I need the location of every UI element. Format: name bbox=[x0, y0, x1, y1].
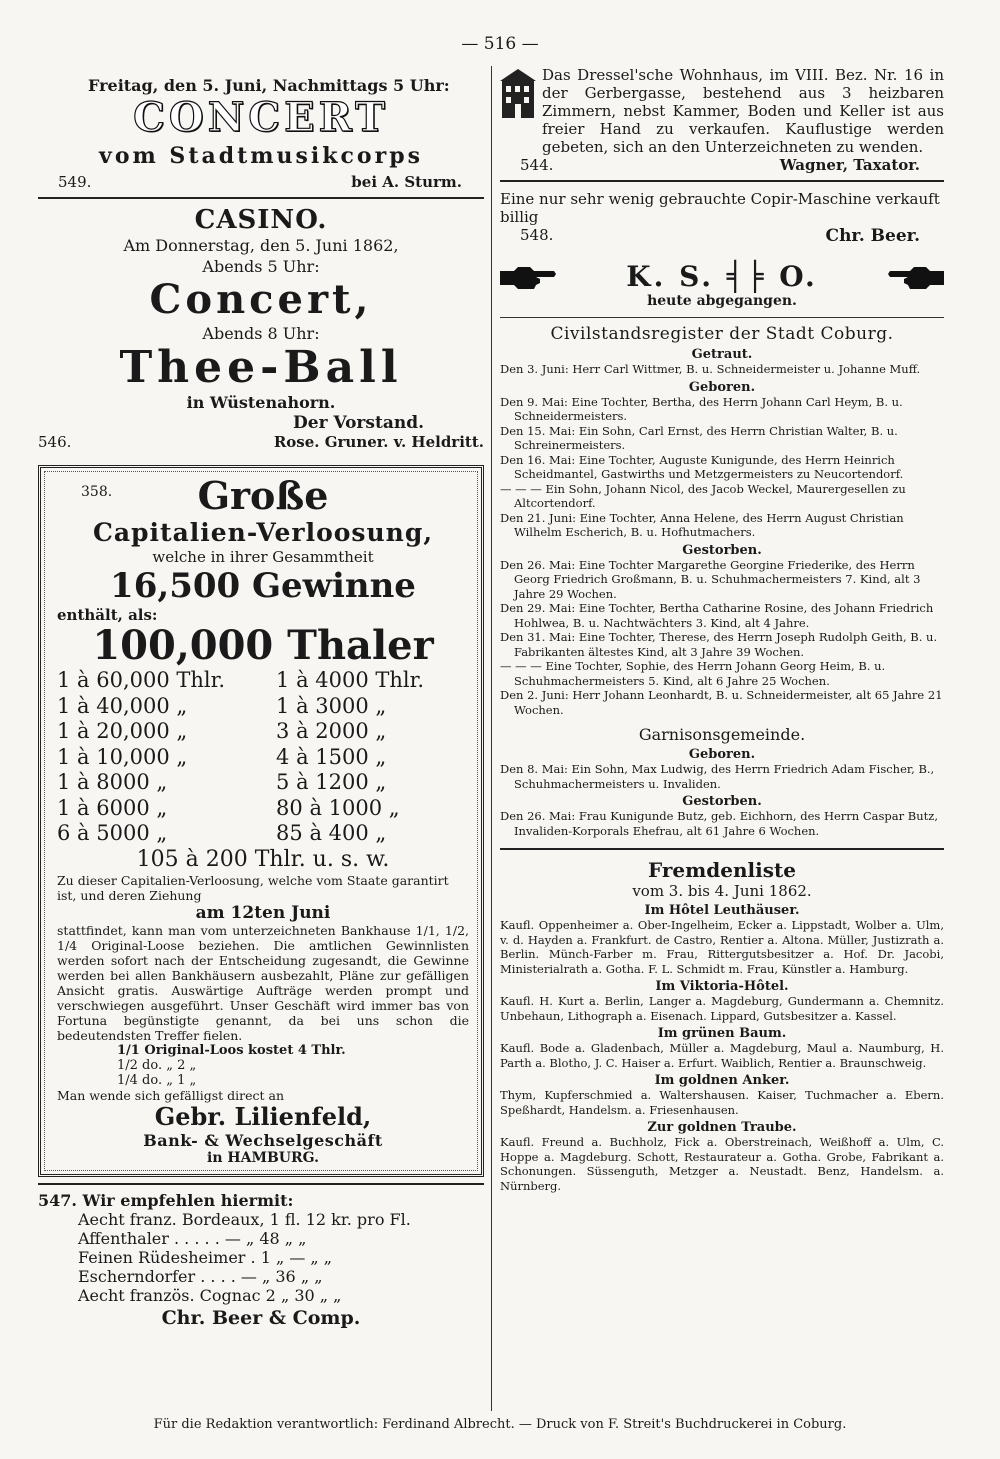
house-signer: Wagner, Taxator. bbox=[779, 156, 920, 174]
concert-subtitle: vom Stadtmusikcorps bbox=[99, 143, 423, 169]
hotel-name: Zur goldnen Traube. bbox=[647, 1120, 797, 1135]
registry-entry: Den 21. Juni: Eine Tochter, Anna Helene, des Herrn August Christian Wilhelm Escherich, B. u. Hofhutmachers. bbox=[500, 510, 904, 539]
hotel-name: Im goldnen Anker. bbox=[654, 1073, 790, 1088]
lottery-last-prize: 105 à 200 Thlr. u. s. w. bbox=[136, 846, 390, 872]
wine-row bbox=[78, 1267, 415, 1286]
lottery-text2: stattfindet, kann man vom unterzeichneten Bankhause 1/1, 1/2, 1/4 Original-Loose beziehen. Die amtlichen Gewinnlisten werden sofort nach der Entscheidung zugesandt, die Gewinne werden bei allen Bankhäusern ausbezahlt, Pläne zur gefälligen Ansicht gratis. Auswärtige Aufträge werden prompt und verschwiegen ausgeführt. Unser Geschäft wird immer bas von Fortuna begünstigte genannt, da bei uns schon die bedeutendsten Treffer fielen. bbox=[57, 922, 469, 1043]
kso-ad bbox=[500, 260, 944, 309]
lottery-contains: enthält, als: bbox=[57, 606, 158, 624]
casino-title: CASINO. bbox=[194, 205, 328, 235]
registry-section-heading: Getraut. bbox=[691, 347, 753, 362]
lottery-top-prize: 100,000 Thaler bbox=[92, 622, 434, 669]
casino-time2: Abends 8 Uhr: bbox=[202, 324, 320, 343]
casino-place: in Wüstenahorn. bbox=[186, 393, 336, 412]
lottery-ad bbox=[38, 465, 484, 1177]
divider bbox=[500, 848, 944, 850]
prize-row bbox=[57, 694, 469, 720]
prize-table bbox=[57, 668, 469, 847]
prize-row bbox=[57, 821, 469, 847]
lottery-draw-date: am 12ten Juni bbox=[195, 902, 331, 923]
registry-entry: Den 29. Mai: Eine Tochter, Bertha Catharine Rosine, des Johann Friedrich Hohlwea, B. u. Nachtwächters 3. Kind, alt 4 Jahre. bbox=[500, 601, 934, 630]
right-column bbox=[500, 66, 944, 1193]
lottery-price2: 1/2 do. „ 2 „ bbox=[117, 1057, 197, 1073]
wine-item: Affenthaler . . . . . — „ 48 „ „ bbox=[78, 1228, 307, 1248]
lottery-city: in HAMBURG. bbox=[207, 1149, 319, 1166]
pointing-hand-left-icon bbox=[888, 263, 944, 291]
prize-cell: 3 à 2000 „ bbox=[276, 719, 387, 743]
lottery-contact: Man wende sich gefälligst direct an bbox=[57, 1087, 284, 1103]
copier-signer: Chr. Beer. bbox=[825, 226, 920, 246]
wine-heading: 547. Wir empfehlen hiermit: bbox=[38, 1190, 294, 1210]
prize-cell: 1 à 6000 „ bbox=[57, 795, 168, 820]
registry-section-heading: Gestorben. bbox=[682, 542, 762, 558]
fremdenliste-title: Fremdenliste bbox=[648, 858, 796, 882]
registry-entry: — — — Eine Tochter, Sophie, des Herrn Johann Georg Heim, B. u. Schuhmachermeisters 5. Kind, alt 6 Jahre 25 Wochen. bbox=[500, 659, 886, 688]
registry-entry: Den 16. Mai: Eine Tochter, Auguste Kunigunde, des Herrn Heinrich Scheidmantel, Gastwirths und Metzgermeisters zu Neucortendorf. bbox=[500, 452, 904, 481]
ad-number: 549. bbox=[58, 173, 92, 191]
hotel-guests: Kaufl. Freund a. Buchholz, Fick a. Oberstreinach, Weißhoff a. Ulm, C. Hoppe a. Magdeburg. Schott, Restaurateur a. Gotha. Grobe, Fabrikant a. Schonungen. Süssenguth, Metzger a. Neustadt. Benz, Handelsm. a. Nürnberg. bbox=[500, 1135, 944, 1193]
registry-entry: Den 9. Mai: Eine Tochter, Bertha, des Herrn Johann Carl Heym, B. u. Schneidermeisters. bbox=[500, 394, 903, 423]
prize-row bbox=[57, 796, 469, 822]
ad-number: 546. bbox=[38, 433, 72, 451]
garrison-title: Garnisonsgemeinde. bbox=[638, 725, 806, 744]
hotel-name: Im Hôtel Leuthäuser. bbox=[644, 903, 800, 918]
prize-row bbox=[57, 668, 469, 694]
lottery-price3: 1/4 do. „ 1 „ bbox=[117, 1072, 197, 1088]
prize-cell: 1 à 20,000 „ bbox=[57, 719, 188, 743]
civil-registry bbox=[500, 324, 944, 838]
column-divider bbox=[491, 66, 492, 1411]
casino-ad bbox=[38, 205, 484, 451]
lottery-title2: Capitalien-Verloosung, bbox=[92, 518, 434, 547]
kso-title: K. S. ╡╞ O. bbox=[626, 260, 818, 293]
prize-row bbox=[57, 770, 469, 796]
divider bbox=[38, 1183, 484, 1185]
casino-date: Am Donnerstag, den 5. Juni 1862, bbox=[123, 236, 399, 255]
wine-list bbox=[78, 1210, 415, 1305]
hotel-guests: Kaufl. Oppenheimer a. Ober-Ingelheim, Ecker a. Lippstadt, Wolber a. Ulm, v. d. Hayden a. Frankfurt. de Castro, Rentier a. Altona. Müller, Justizrath a. Berlin. Münch-Farber m. Frau, Rittergutsbesitzer a. Hof. Dr. Jacobi, Ministerialrath a. Gotha. F. L. Schmidt m. Frau, Künstler a. Hamburg. bbox=[500, 918, 944, 976]
prize-cell: 4 à 1500 „ bbox=[276, 744, 387, 769]
wine-ad bbox=[38, 1191, 484, 1329]
registry-entry: Den 31. Mai: Eine Tochter, Therese, des Herrn Joseph Rudolph Geith, B. u. Fabrikanten ältestes Kind, alt 3 Jahre 39 Wochen. bbox=[500, 630, 938, 659]
ad-number: 544. bbox=[520, 156, 554, 174]
prize-cell: 1 à 10,000 „ bbox=[57, 744, 188, 769]
prize-row bbox=[57, 719, 469, 745]
wine-row bbox=[78, 1248, 415, 1267]
lottery-price1: 1/1 Original-Loos kostet 4 Thlr. bbox=[117, 1042, 346, 1058]
pointing-hand-right-icon bbox=[500, 263, 556, 291]
prize-cell: 6 à 5000 „ bbox=[57, 821, 168, 845]
prize-cell: 1 à 4000 Thlr. bbox=[276, 668, 425, 692]
lottery-title1: Große bbox=[197, 473, 329, 518]
registry-entry: Den 2. Juni: Herr Johann Leonhardt, B. u. Schneidermeister, alt 65 Jahre 21 Wochen. bbox=[500, 688, 943, 717]
lottery-firm: Gebr. Lilienfeld, bbox=[154, 1101, 372, 1131]
concert-date: Freitag, den 5. Juni, Nachmittags 5 Uhr: bbox=[88, 76, 450, 95]
lottery-text1: Zu dieser Capitalien-Verloosung, welche vom Staate garantirt ist, und deren Ziehung bbox=[57, 872, 449, 903]
divider bbox=[38, 197, 484, 199]
wine-row bbox=[78, 1286, 415, 1305]
wine-item: Escherndorfer . . . . — „ 36 „ „ bbox=[78, 1266, 323, 1286]
prize-row bbox=[57, 745, 469, 771]
concert-title: CONCERT bbox=[133, 94, 389, 141]
house-ad bbox=[500, 66, 944, 174]
prize-cell: 1 à 3000 „ bbox=[276, 693, 387, 718]
prize-cell: 1 à 8000 „ bbox=[57, 770, 168, 794]
casino-time1: Abends 5 Uhr: bbox=[202, 257, 320, 276]
lottery-bank: Bank- & Wechselgeschäft bbox=[143, 1130, 383, 1150]
copier-ad bbox=[500, 190, 944, 246]
registry-entry: Den 26. Mai: Frau Kunigunde Butz, geb. Eichhorn, des Herrn Caspar Butz, Invaliden-Korporals Ehefrau, alt 61 Jahre 6 Wochen. bbox=[500, 809, 938, 838]
registry-entry: Den 8. Mai: Ein Sohn, Max Ludwig, des Herrn Friedrich Adam Fischer, B., Schuhmachermeisters u. Invaliden. bbox=[500, 762, 935, 791]
wine-row bbox=[78, 1229, 415, 1248]
casino-names: Rose. Gruner. v. Heldritt. bbox=[273, 433, 484, 451]
hotel-name: Im grünen Baum. bbox=[657, 1026, 787, 1041]
prize-cell: 5 à 1200 „ bbox=[276, 770, 387, 794]
casino-board: Der Vorstand. bbox=[293, 413, 424, 433]
lottery-prizes-total: 16,500 Gewinne bbox=[110, 566, 416, 606]
hotel-name: Im Viktoria-Hôtel. bbox=[655, 979, 789, 994]
hotel-guests: Kaufl. Bode a. Gladenbach, Müller a. Magdeburg, Maul a. Naumburg, H. Parth a. Blotho, J. C. Haiser a. Erfurt. Waiblich, Rentier a. Braunschweig. bbox=[500, 1041, 944, 1070]
registry-section-heading: Geboren. bbox=[688, 747, 756, 762]
wine-item: Aecht franz. Bordeaux, 1 fl. 12 kr. pro Fl. bbox=[78, 1209, 411, 1229]
wine-item: Aecht französ. Cognac 2 „ 30 „ „ bbox=[78, 1285, 342, 1305]
lottery-line1: welche in ihrer Gesammtheit bbox=[152, 548, 374, 566]
divider bbox=[500, 317, 944, 318]
registry-entry: — — — Ein Sohn, Johann Nicol, des Jacob Weckel, Maurergesellen zu Altcortendorf. bbox=[500, 481, 906, 510]
wine-firm: Chr. Beer & Comp. bbox=[161, 1306, 361, 1329]
hotel-guests: Kaufl. H. Kurt a. Berlin, Langer a. Magdeburg, Gundermann a. Chemnitz. Unbehaun, Lithograph a. Eisenach. Lippard, Gutsbesitzer a. Kassel. bbox=[500, 994, 944, 1023]
left-column bbox=[38, 66, 484, 1329]
kso-sub: heute abgegangen. bbox=[647, 293, 797, 309]
prize-cell: 80 à 1000 „ bbox=[276, 795, 400, 820]
ad-number: 548. bbox=[520, 226, 554, 244]
registry-section-heading: Gestorben. bbox=[682, 794, 762, 809]
prize-cell: 1 à 40,000 „ bbox=[57, 693, 188, 718]
registry-entry: Den 15. Mai: Ein Sohn, Carl Ernst, des Herrn Christian Walter, B. u. Schreinermeisters. bbox=[500, 423, 898, 452]
concert-venue: bei A. Sturm. bbox=[351, 173, 462, 191]
page-number: — 516 — bbox=[461, 34, 539, 54]
hotel-guests: Thym, Kupferschmied a. Waltershausen. Kaiser, Tuchmacher a. Ebern. Speßhardt, Handelsm. a. Friesenhausen. bbox=[500, 1088, 944, 1117]
copier-text: Eine nur sehr wenig gebrauchte Copir-Maschine verkauft billig bbox=[500, 190, 940, 226]
registry-entry: Den 26. Mai: Eine Tochter Margarethe Georgine Friederike, des Herrn Georg Friedrich Großmann, B. u. Schuhmachermeisters 7. Kind, alt 3 Jahre 29 Wochen. bbox=[500, 557, 921, 601]
fremdenliste-dates: vom 3. bis 4. Juni 1862. bbox=[632, 882, 812, 900]
registry-entry: Den 3. Juni: Herr Carl Wittmer, B. u. Schneidermeister u. Johanne Muff. bbox=[500, 362, 921, 376]
wine-item: Feinen Rüdesheimer . 1 „ — „ „ bbox=[78, 1247, 333, 1267]
casino-event1: Concert, bbox=[149, 276, 373, 323]
prize-cell: 85 à 400 „ bbox=[276, 821, 387, 845]
registry-section-heading: Geboren. bbox=[688, 379, 756, 395]
registry-title: Civilstandsregister der Stadt Coburg. bbox=[550, 324, 894, 344]
concert-ad bbox=[38, 76, 484, 191]
fremdenliste bbox=[500, 858, 944, 1193]
divider bbox=[500, 180, 944, 182]
prize-cell: 1 à 60,000 Thlr. bbox=[57, 668, 226, 692]
ad-number: 358. bbox=[81, 484, 113, 500]
casino-event2: Thee-Ball bbox=[119, 342, 403, 393]
house-text: Das Dressel'sche Wohnhaus, im VIII. Bez. Nr. 16 in der Gerbergasse, bestehend aus 3 heizbaren Zimmern, nebst Kammer, Boden und Keller ist aus freier Hand zu verkaufen. Kauflustige werden gebeten, sich an den Unterzeichneten zu wenden. bbox=[542, 66, 944, 156]
imprint-footer: Für die Redaktion verantwortlich: Ferdinand Albrecht. — Druck von F. Streit's Buchdruckerei in Coburg. bbox=[153, 1417, 847, 1432]
house-icon bbox=[500, 68, 536, 120]
wine-row bbox=[78, 1210, 415, 1229]
